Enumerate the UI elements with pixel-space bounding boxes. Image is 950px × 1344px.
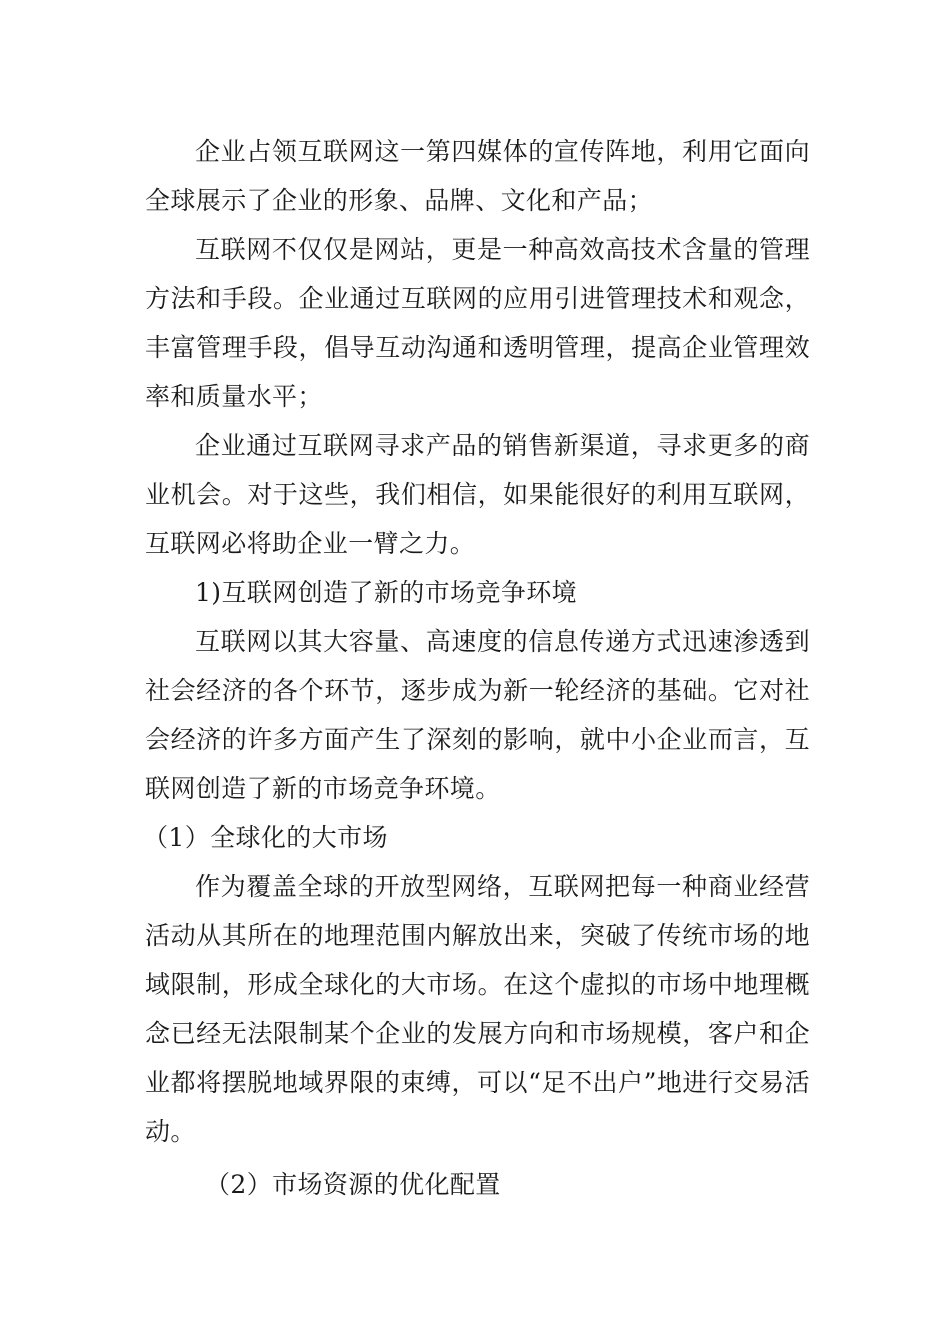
section-heading: 1)互联网创造了新的市场竞争环境 — [195, 578, 578, 607]
paragraph-market-environment: 互联网以其大容量、高速度的信息传递方式迅速渗透到社会经济的各个环节，逐步成为新一轮经济的基础。它对社会经济的许多方面产生了深刻的影响，就中小企业而言，互联网创造了新的市场竞争环境。 — [145, 627, 810, 803]
subheading-resource-allocation: （2）市场资源的优化配置 — [205, 1170, 501, 1199]
paragraph-global-market: 作为覆盖全球的开放型网络，互联网把每一种商业经营活动从其所在的地理范围内解放出来，突破了传统市场的地域限制，形成全球化的大市场。在这个虚拟的市场中地理概念已经无法限制某个企业的发展方向和市场规模，客户和企业都将摆脱地域界限的束缚，可以“足不出户”地进行交易活动。 — [145, 872, 810, 1146]
paragraph-media-positioning: 企业占领互联网这一第四媒体的宣传阵地，利用它面向全球展示了企业的形象、品牌、文化和产品； — [145, 137, 810, 215]
paragraph-sales-channels: 企业通过互联网寻求产品的销售新渠道，寻求更多的商业机会。对于这些，我们相信，如果能很好的利用互联网，互联网必将助企业一臂之力。 — [145, 431, 810, 558]
paragraph-management-methods: 互联网不仅仅是网站，更是一种高效高技术含量的管理方法和手段。企业通过互联网的应用引进管理技术和观念，丰富管理手段，倡导互动沟通和透明管理，提高企业管理效率和质量水平； — [145, 235, 810, 411]
subheading-global-market: （1）全球化的大市场 — [143, 823, 388, 852]
document-body — [145, 127, 810, 1209]
